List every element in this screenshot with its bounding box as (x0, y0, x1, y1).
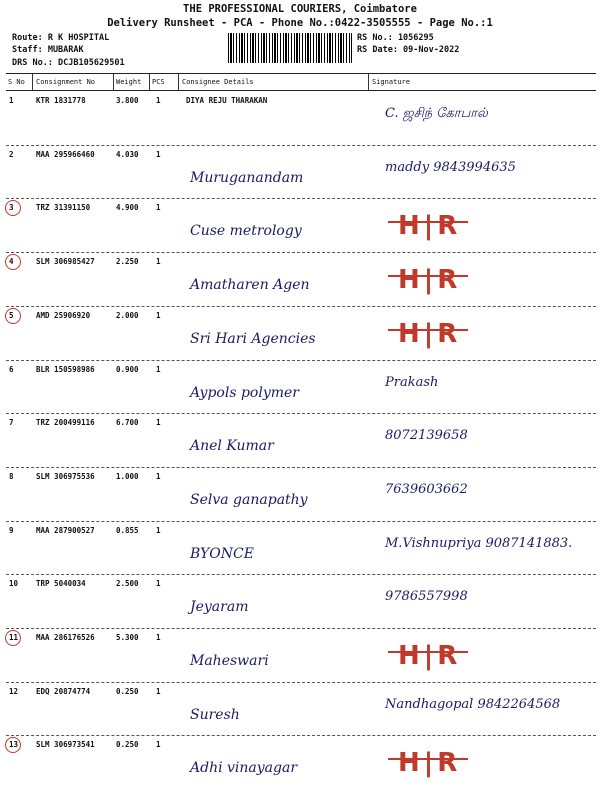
column-divider (113, 74, 114, 90)
row-weight: 0.250 (116, 740, 139, 750)
row-consignment-no: SLM 306975536 (36, 471, 95, 481)
staff-label: Staff: MUBARAK (12, 45, 84, 55)
col-header-pcs: PCS (152, 78, 165, 86)
row-signature: maddy 9843994635 (385, 159, 516, 175)
hr-stamp-underline (388, 221, 468, 223)
col-header-signature: Signature (372, 78, 410, 86)
row-consignee-handwritten: Cuse metrology (190, 223, 302, 240)
row-pcs: 1 (156, 525, 161, 535)
row-consignee-handwritten: Jeyaram (190, 599, 249, 616)
row-consignment-no: TRZ 200499116 (36, 418, 95, 428)
col-header-consignment: Consignment No (36, 78, 96, 86)
sno-circle-mark (5, 308, 21, 324)
row-separator (6, 306, 596, 307)
row-separator (6, 735, 596, 736)
row-consignment-no: TRP 5040034 (36, 579, 86, 589)
row-sno: 7 (9, 418, 14, 428)
column-divider (149, 74, 150, 90)
row-consignee-handwritten: Anel Kumar (190, 438, 274, 455)
drs-number: DRS No.: DCJB105629501 (12, 58, 125, 68)
rs-date: RS Date: 09-Nov-2022 (357, 45, 460, 55)
row-sno: 13 (9, 740, 19, 750)
row-sno: 8 (9, 471, 14, 481)
sno-circle-mark (5, 737, 21, 753)
row-sno: 9 (9, 525, 14, 535)
row-consignee-handwritten: Muruganandam (190, 169, 304, 186)
rs-number: RS No.: 1056295 (357, 33, 434, 43)
hr-stamp-underline (388, 758, 468, 760)
column-divider (368, 74, 369, 90)
row-consignment-no: BLR 150598986 (36, 364, 95, 374)
row-consignee-handwritten: Adhi vinayagar (190, 760, 298, 777)
row-weight: 2.000 (116, 310, 139, 320)
row-sno: 2 (9, 149, 14, 159)
col-header-sno: S No (8, 78, 25, 86)
row-sno: 4 (9, 257, 14, 267)
sno-circle-mark (5, 254, 21, 270)
row-consignee-handwritten: Amatharen Agen (190, 277, 310, 294)
barcode (228, 33, 352, 63)
hr-stamp: H|R (398, 318, 462, 349)
col-header-weight: Weight (116, 78, 142, 86)
hr-stamp: H|R (398, 265, 462, 296)
column-divider (32, 74, 33, 90)
row-pcs: 1 (156, 96, 161, 105)
row-weight: 3.800 (116, 96, 139, 105)
row-separator (6, 521, 596, 522)
row-weight: 4.900 (116, 203, 139, 213)
runsheet-title: Delivery Runsheet - PCA - Phone No.:0422-3505555 - Page No.:1 (107, 17, 493, 29)
row-separator (6, 252, 596, 253)
row-consignment-no: MAA 287900527 (36, 525, 95, 535)
row-weight: 6.700 (116, 418, 139, 428)
row-consignment-no: EDQ 20874774 (36, 686, 91, 696)
hr-stamp: H|R (398, 641, 462, 671)
row-consignee-handwritten: BYONCE (190, 545, 254, 562)
row-signature: M.Vishnupriya 9087141883. (385, 535, 573, 551)
row-consignment-no: AMD 25906920 (36, 310, 91, 320)
row-sno: 6 (9, 364, 14, 374)
row-signature: 7639603662 (385, 481, 468, 497)
hr-stamp-underline (388, 329, 468, 331)
row-consignment-no: TRZ 31391150 (36, 203, 91, 213)
hr-stamp: H|R (398, 748, 462, 779)
row-consignee-handwritten: Maheswari (190, 653, 269, 669)
row-consignee-handwritten: Sri Hari Agencies (190, 330, 316, 347)
row-separator (6, 574, 596, 575)
row-consignment-no: SLM 306985427 (36, 257, 95, 267)
row-sno: 5 (9, 310, 14, 320)
row-pcs: 1 (156, 579, 161, 589)
col-header-consignee: Consignee Details (182, 78, 254, 86)
row-weight: 2.500 (116, 579, 139, 589)
row-sno: 10 (9, 579, 19, 589)
hr-stamp-underline (388, 651, 468, 653)
row-pcs: 1 (156, 740, 161, 750)
row-consignment-no: MAA 295966460 (36, 149, 95, 159)
row-pcs: 1 (156, 471, 161, 481)
hr-stamp-underline (388, 275, 468, 277)
row-separator (6, 360, 596, 361)
header-top-rule (6, 73, 596, 74)
row-consignment-no: MAA 286176526 (36, 633, 95, 642)
row-separator (6, 628, 596, 629)
row-weight: 0.250 (116, 686, 139, 696)
row-pcs: 1 (156, 149, 161, 159)
row-consignee-handwritten: Aypols polymer (190, 384, 299, 401)
row-pcs: 1 (156, 203, 161, 213)
sno-circle-mark (5, 630, 21, 646)
header-bottom-rule (6, 90, 596, 91)
row-pcs: 1 (156, 364, 161, 374)
row-weight: 4.030 (116, 149, 139, 159)
row-signature: 8072139658 (385, 428, 468, 444)
row-consignee-handwritten: Suresh (190, 706, 240, 723)
row-consignment-no: SLM 306973541 (36, 740, 95, 750)
column-divider (178, 74, 179, 90)
row-signature: Prakash (385, 374, 439, 390)
row-signature: Nandhagopal 9842264568 (385, 696, 561, 712)
row-consignee-handwritten: Selva ganapathy (190, 491, 308, 508)
row-separator (6, 198, 596, 199)
row-weight: 2.250 (116, 257, 139, 267)
row-pcs: 1 (156, 418, 161, 428)
row-sno: 11 (9, 633, 19, 642)
row-signature: C. ஜசிந் கோபால் (385, 106, 488, 121)
row-weight: 5.300 (116, 633, 139, 642)
row-consignment-no: KTR 1831778 (36, 96, 86, 105)
row-separator (6, 145, 596, 146)
route-label: Route: R K HOSPITAL (12, 33, 110, 43)
row-pcs: 1 (156, 686, 161, 696)
row-separator (6, 413, 596, 414)
row-sno: 1 (9, 96, 14, 105)
hr-stamp: H|R (398, 211, 462, 242)
row-weight: 0.900 (116, 364, 139, 374)
company-title: THE PROFESSIONAL COURIERS, Coimbatore (183, 3, 417, 15)
row-weight: 0.855 (116, 525, 139, 535)
row-weight: 1.000 (116, 471, 139, 481)
row-pcs: 1 (156, 257, 161, 267)
row-sno: 3 (9, 203, 14, 213)
row-sno: 12 (9, 686, 19, 696)
row-pcs: 1 (156, 310, 161, 320)
row-separator (6, 682, 596, 683)
row-separator (6, 467, 596, 468)
row-signature: 9786557998 (385, 589, 468, 605)
row-pcs: 1 (156, 633, 161, 642)
sno-circle-mark (5, 200, 21, 216)
row-consignee-typed: DIYA REJU THARAKAN (186, 96, 268, 105)
